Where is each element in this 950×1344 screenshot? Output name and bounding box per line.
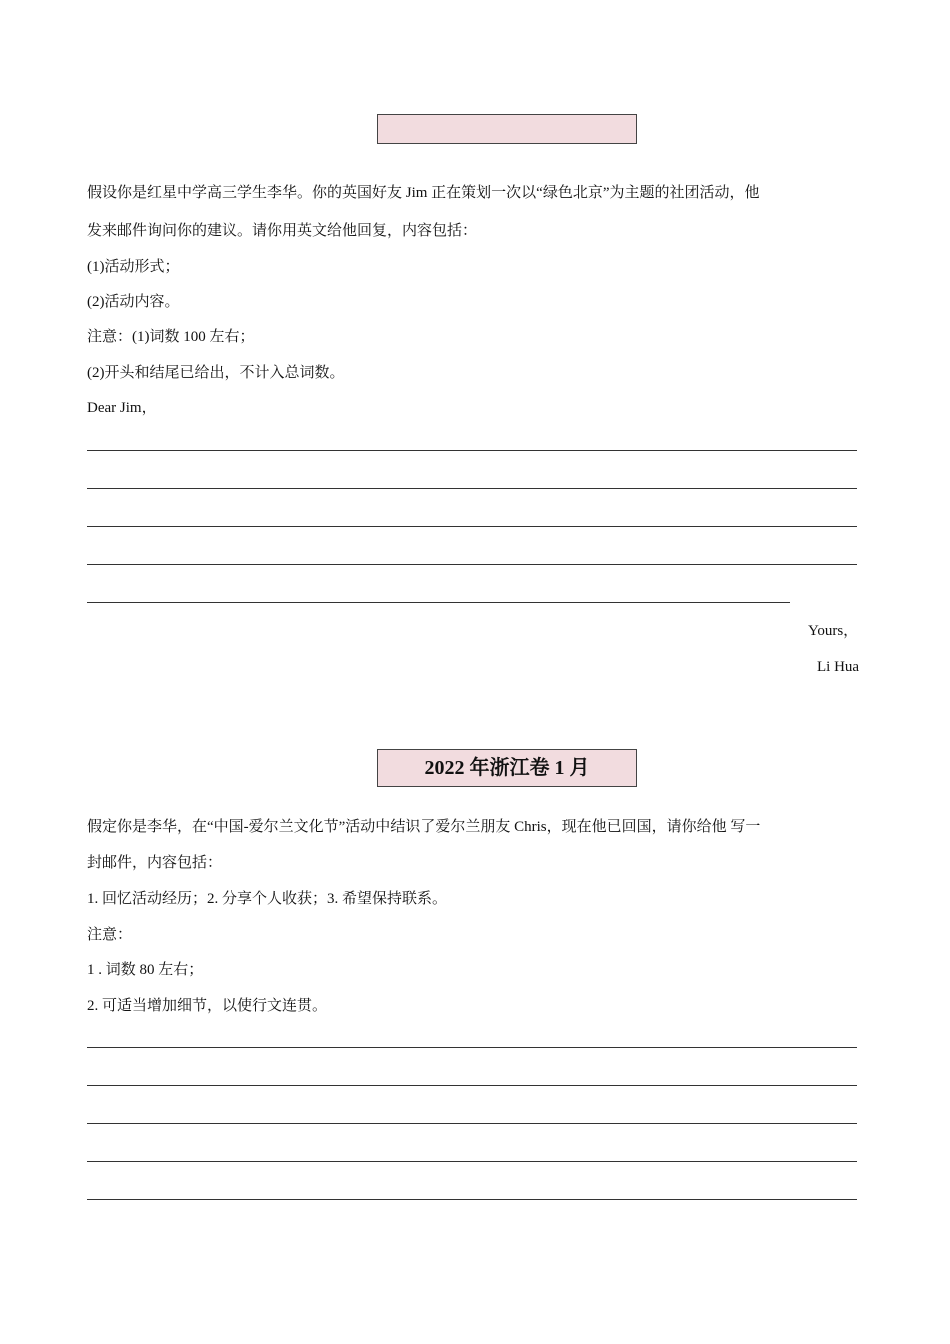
writing-line <box>87 488 857 489</box>
section1-note-2: (2)开头和结尾已给出，不计入总词数。 <box>87 365 345 381</box>
section2-note-label: 注意： <box>87 927 133 943</box>
writing-line <box>87 1123 857 1124</box>
section2-title-box: 2022 年浙江卷 1 月 <box>377 749 637 787</box>
section2-requirements: 1. 回忆活动经历；2. 分享个人收获；3. 希望保持联系。 <box>87 891 448 907</box>
writing-line <box>87 1085 857 1086</box>
section1-title-box <box>377 114 637 144</box>
section1-greeting: Dear Jim， <box>87 400 157 416</box>
writing-line-short <box>87 602 790 603</box>
writing-line <box>87 526 857 527</box>
writing-line <box>87 1047 857 1048</box>
section2-note-2: 2. 可适当增加细节，以使行文连贯。 <box>87 998 328 1014</box>
signature: Li Hua <box>817 659 860 675</box>
writing-line <box>87 1199 857 1200</box>
section1-note-1: 注意：(1)词数 100 左右； <box>87 329 255 345</box>
section1-prompt-line-1: 假设你是红星中学高三学生李华。你的英国好友 Jim 正在策划一次以“绿色北京”为主题的社团活动，他 <box>87 185 760 201</box>
section1-requirement-1: (1)活动形式； <box>87 259 180 275</box>
section1-requirement-2: (2)活动内容。 <box>87 294 180 310</box>
writing-line <box>87 450 857 451</box>
writing-line <box>87 1161 857 1162</box>
closing: Yours， <box>808 623 859 639</box>
section2-note-1: 1 . 词数 80 左右； <box>87 962 204 978</box>
section2-prompt-line-2: 封邮件，内容包括： <box>87 855 223 871</box>
section1-prompt-line-2: 发来邮件询问你的建议。请你用英文给他回复，内容包括： <box>87 223 478 239</box>
section2-prompt-line-1: 假定你是李华，在“中国-爱尔兰文化节”活动中结识了爱尔兰朋友 Chris，现在他已回国，请你给他 写一 <box>87 819 761 835</box>
writing-line <box>87 564 857 565</box>
